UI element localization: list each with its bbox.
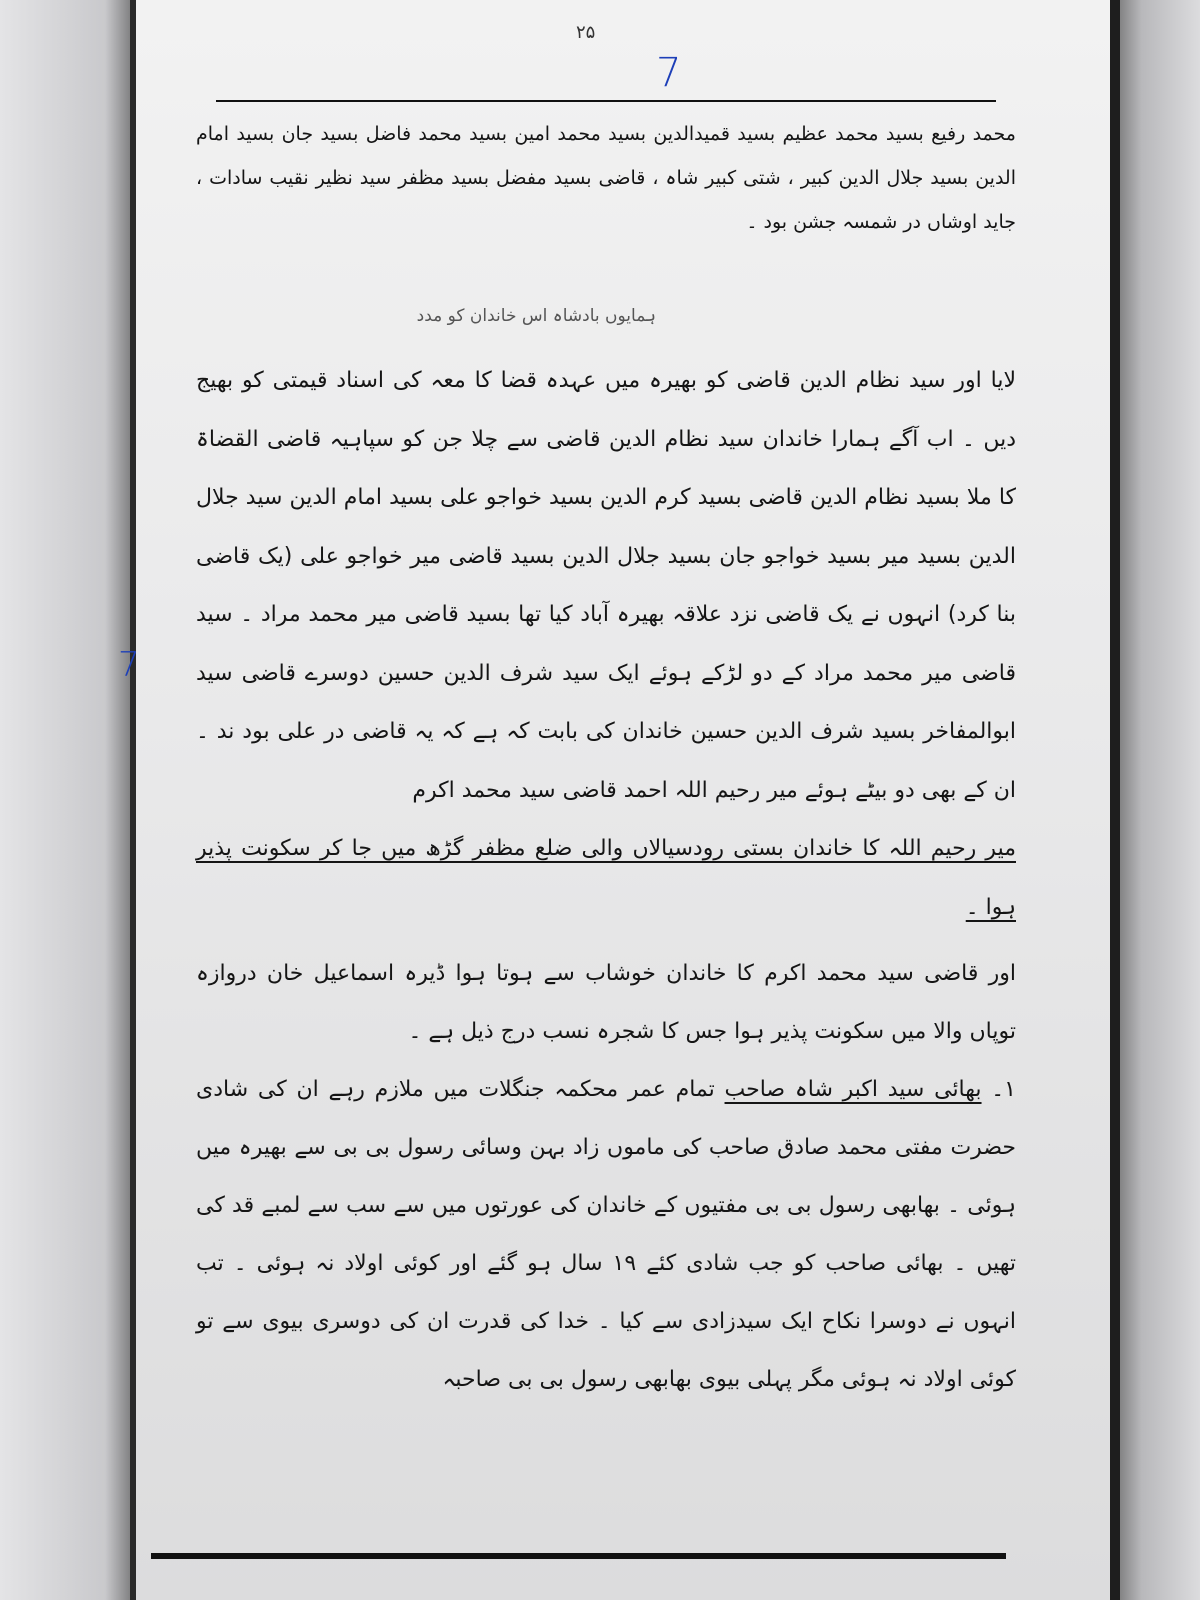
handwritten-mark-top: 7 — [656, 50, 682, 96]
book-page — [118, 0, 1120, 1600]
footer-rule — [151, 1553, 1006, 1559]
page-number: ۲۵ — [576, 22, 596, 43]
paragraph-family-history-text: لایا اور سید نظام الدین قاضی کو بھیرہ میں عہدہ قضا کا معہ کی اسناد قیمتی کو بھیج دیں ۔ اب آگے ہمارا خاندان سید نظام الدین قاضی سے چلا جن کو سپاہیہ قاضی القضاۃ کا ملا بسید نظام الدین قاضی بسید کرم الدین بسید خواجو علی بسید امام الدین سید جلال الدین بسید میر بسید خواجو جان بسید جلال الدین بسید قاضی میر خواجو علی (یک قاضی بنا کرد) انہوں نے یک قاضی نزد علاقہ بھیرہ آباد کیا تھا بسید قاضی میر محمد مراد ۔ سید قاضی میر محمد مراد کے دو لڑکے ہوئے ایک سید شرف الدین حسین دوسرے قاضی سید ابوالمفاخر بسید شرف الدین حسین خاندان کی بابت کہ ہے کہ یہ قاضی در علی بود ند ۔ ان کے بھی دو بیٹے ہوئے میر رحیم اللہ احمد قاضی سید محمد اکرم — [196, 368, 1016, 803]
list-item-text: تمام عمر محکمہ جنگلات میں ملازم رہے ان کی شادی حضرت مفتی محمد صادق صاحب کی ماموں زاد بہن وسائی رسول بی بی سے بھیرہ میں ہوئی ۔ بھابھی رسول بی بی مفتیوں کے خاندان کی عورتوں میں سے سب سے لمبے قد کی تھیں ۔ بھائی صاحب کو جب شادی کئے ۱۹ سال ہو گئے اور کوئی اولاد نہ ہوئی ۔ تب انہوں نے دوسرا نکاح ایک سیدزادی سے کیا ۔ خدا کی قدرت ان کی دوسری بیوی سے تو کوئی اولاد نہ ہوئی مگر پہلی بیوی بھابھی رسول بی بی صاحبہ — [196, 1077, 1016, 1392]
paragraph-family-history — [196, 352, 1016, 937]
list-item-number: ۱۔ — [991, 1077, 1016, 1102]
handwritten-mark-margin: 7 — [118, 645, 140, 685]
paragraph-lineage: محمد رفیع بسید محمد عظیم بسید قمیدالدین بسید محمد امین بسید محمد فاضل بسید جان بسید امام الدین بسید جلال الدین کبیر ، شتی کبیر شاہ ، قاضی بسید مفضل بسید مظفر سید نظیر نقیب سادات ، جاید اوشاں در شمسہ جشن بود ۔ — [196, 123, 1016, 233]
underlined-sentence: میر رحیم اللہ کا خاندان بستی رودسیالاں والی ضلع مظفر گڑھ میں جا کر سکونت پذیر ہوا ۔ — [196, 836, 1016, 920]
list-item-name: بھائی سید اکبر شاہ صاحب — [724, 1077, 982, 1102]
background-right — [1110, 0, 1200, 1600]
background-left — [0, 0, 150, 1600]
paragraph-khushab-branch — [196, 945, 1016, 1409]
paragraph-khushab-text: اور قاضی سید محمد اکرم کا خاندان خوشاب سے ہوتا ہوا ڈیرہ اسماعیل خان دروازہ توپاں والا میں سکونت پذیر ہوا جس کا شجرہ نسب درج ذیل ہے ۔ — [196, 961, 1016, 1044]
faint-subheading: ہمایوں بادشاہ اس خاندان کو مدد — [416, 306, 656, 326]
header-rule — [216, 100, 996, 102]
